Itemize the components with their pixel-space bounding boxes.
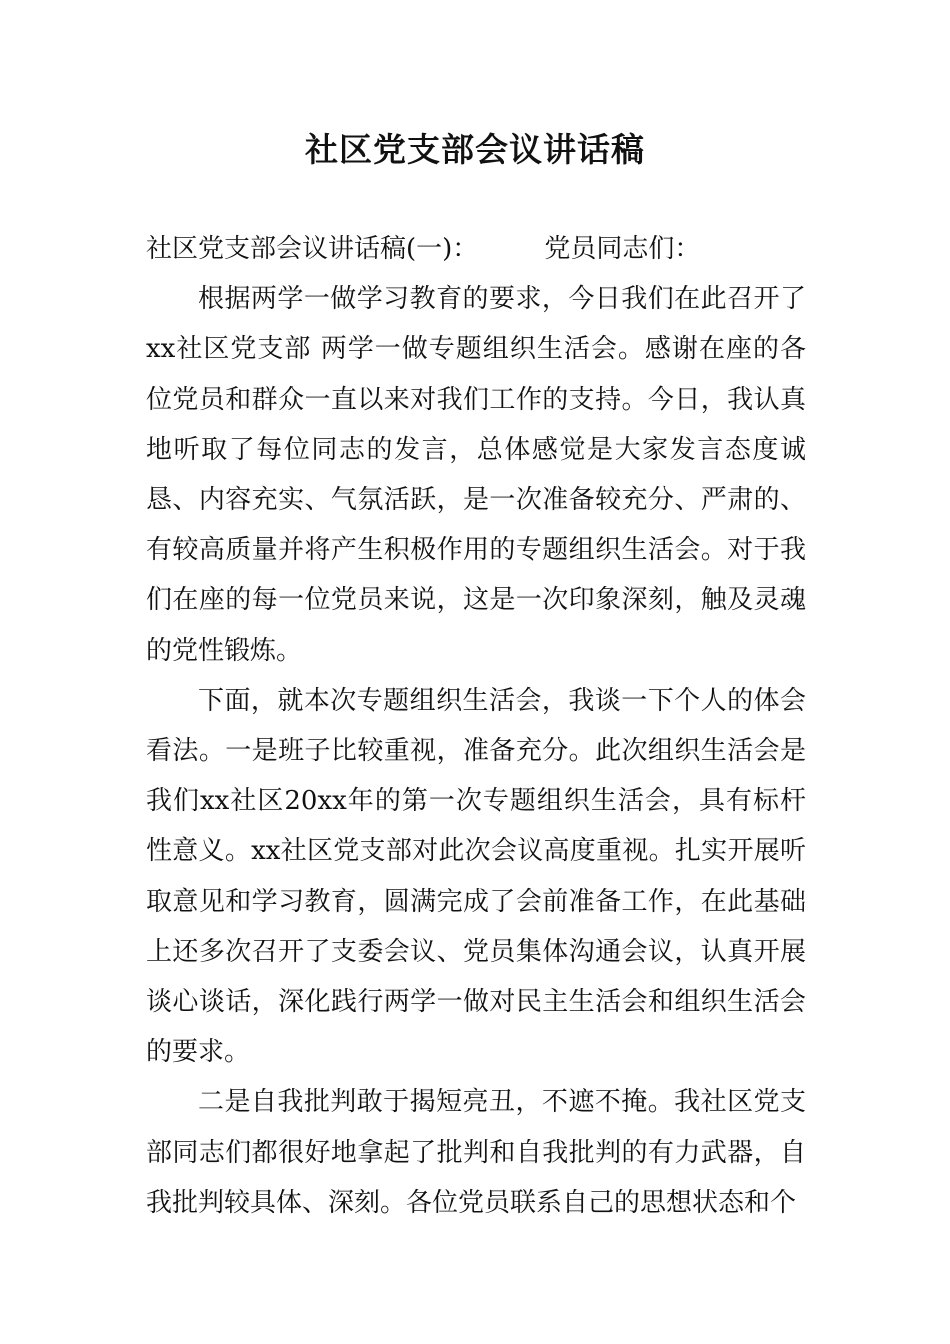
intro-line: 社区党支部会议讲话稿(一)： 党员同志们： bbox=[146, 234, 701, 264]
paragraph-3: 二是自我批判敢于揭短亮丑，不遮不掩。我社区党支部同志们都很好地拿起了批判和自我批判的有力武器，自我批判较具体、深刻。各位党员联系自己的思想状态和个 bbox=[146, 1087, 806, 1218]
document-title: 社区党支部会议讲话稿 bbox=[305, 130, 645, 169]
paragraph-2: 下面，就本次专题组织生活会，我谈一下个人的体会看法。一是班子比较重视，准备充分。此次组织生活会是我们xx社区20xx年的第一次专题组织生活会，具有标杆性意义。xx社区党支部对此次会议高度重视。扎实开展听取意见和学习教育，圆满完成了会前准备工作，在此基础上还多次召开了支委会议、党员集体沟通会议，认真开展谈心谈话，深化践行两学一做对民主生活会和组织生活会的要求。 bbox=[146, 685, 806, 1068]
document-body bbox=[146, 224, 806, 1228]
paragraph-1: 根据两学一做学习教育的要求，今日我们在此召开了xx社区党支部 两学一做专题组织生活会。感谢在座的各位党员和群众一直以来对我们工作的支持。今日，我认真地听取了每位同志的发言，总体感觉是大家发言态度诚恳、内容充实、气氛活跃，是一次准备较充分、严肃的、有较高质量并将产生积极作用的专题组织生活会。对于我们在座的每一位党员来说，这是一次印象深刻，触及灵魂的党性锻炼。 bbox=[146, 284, 806, 666]
